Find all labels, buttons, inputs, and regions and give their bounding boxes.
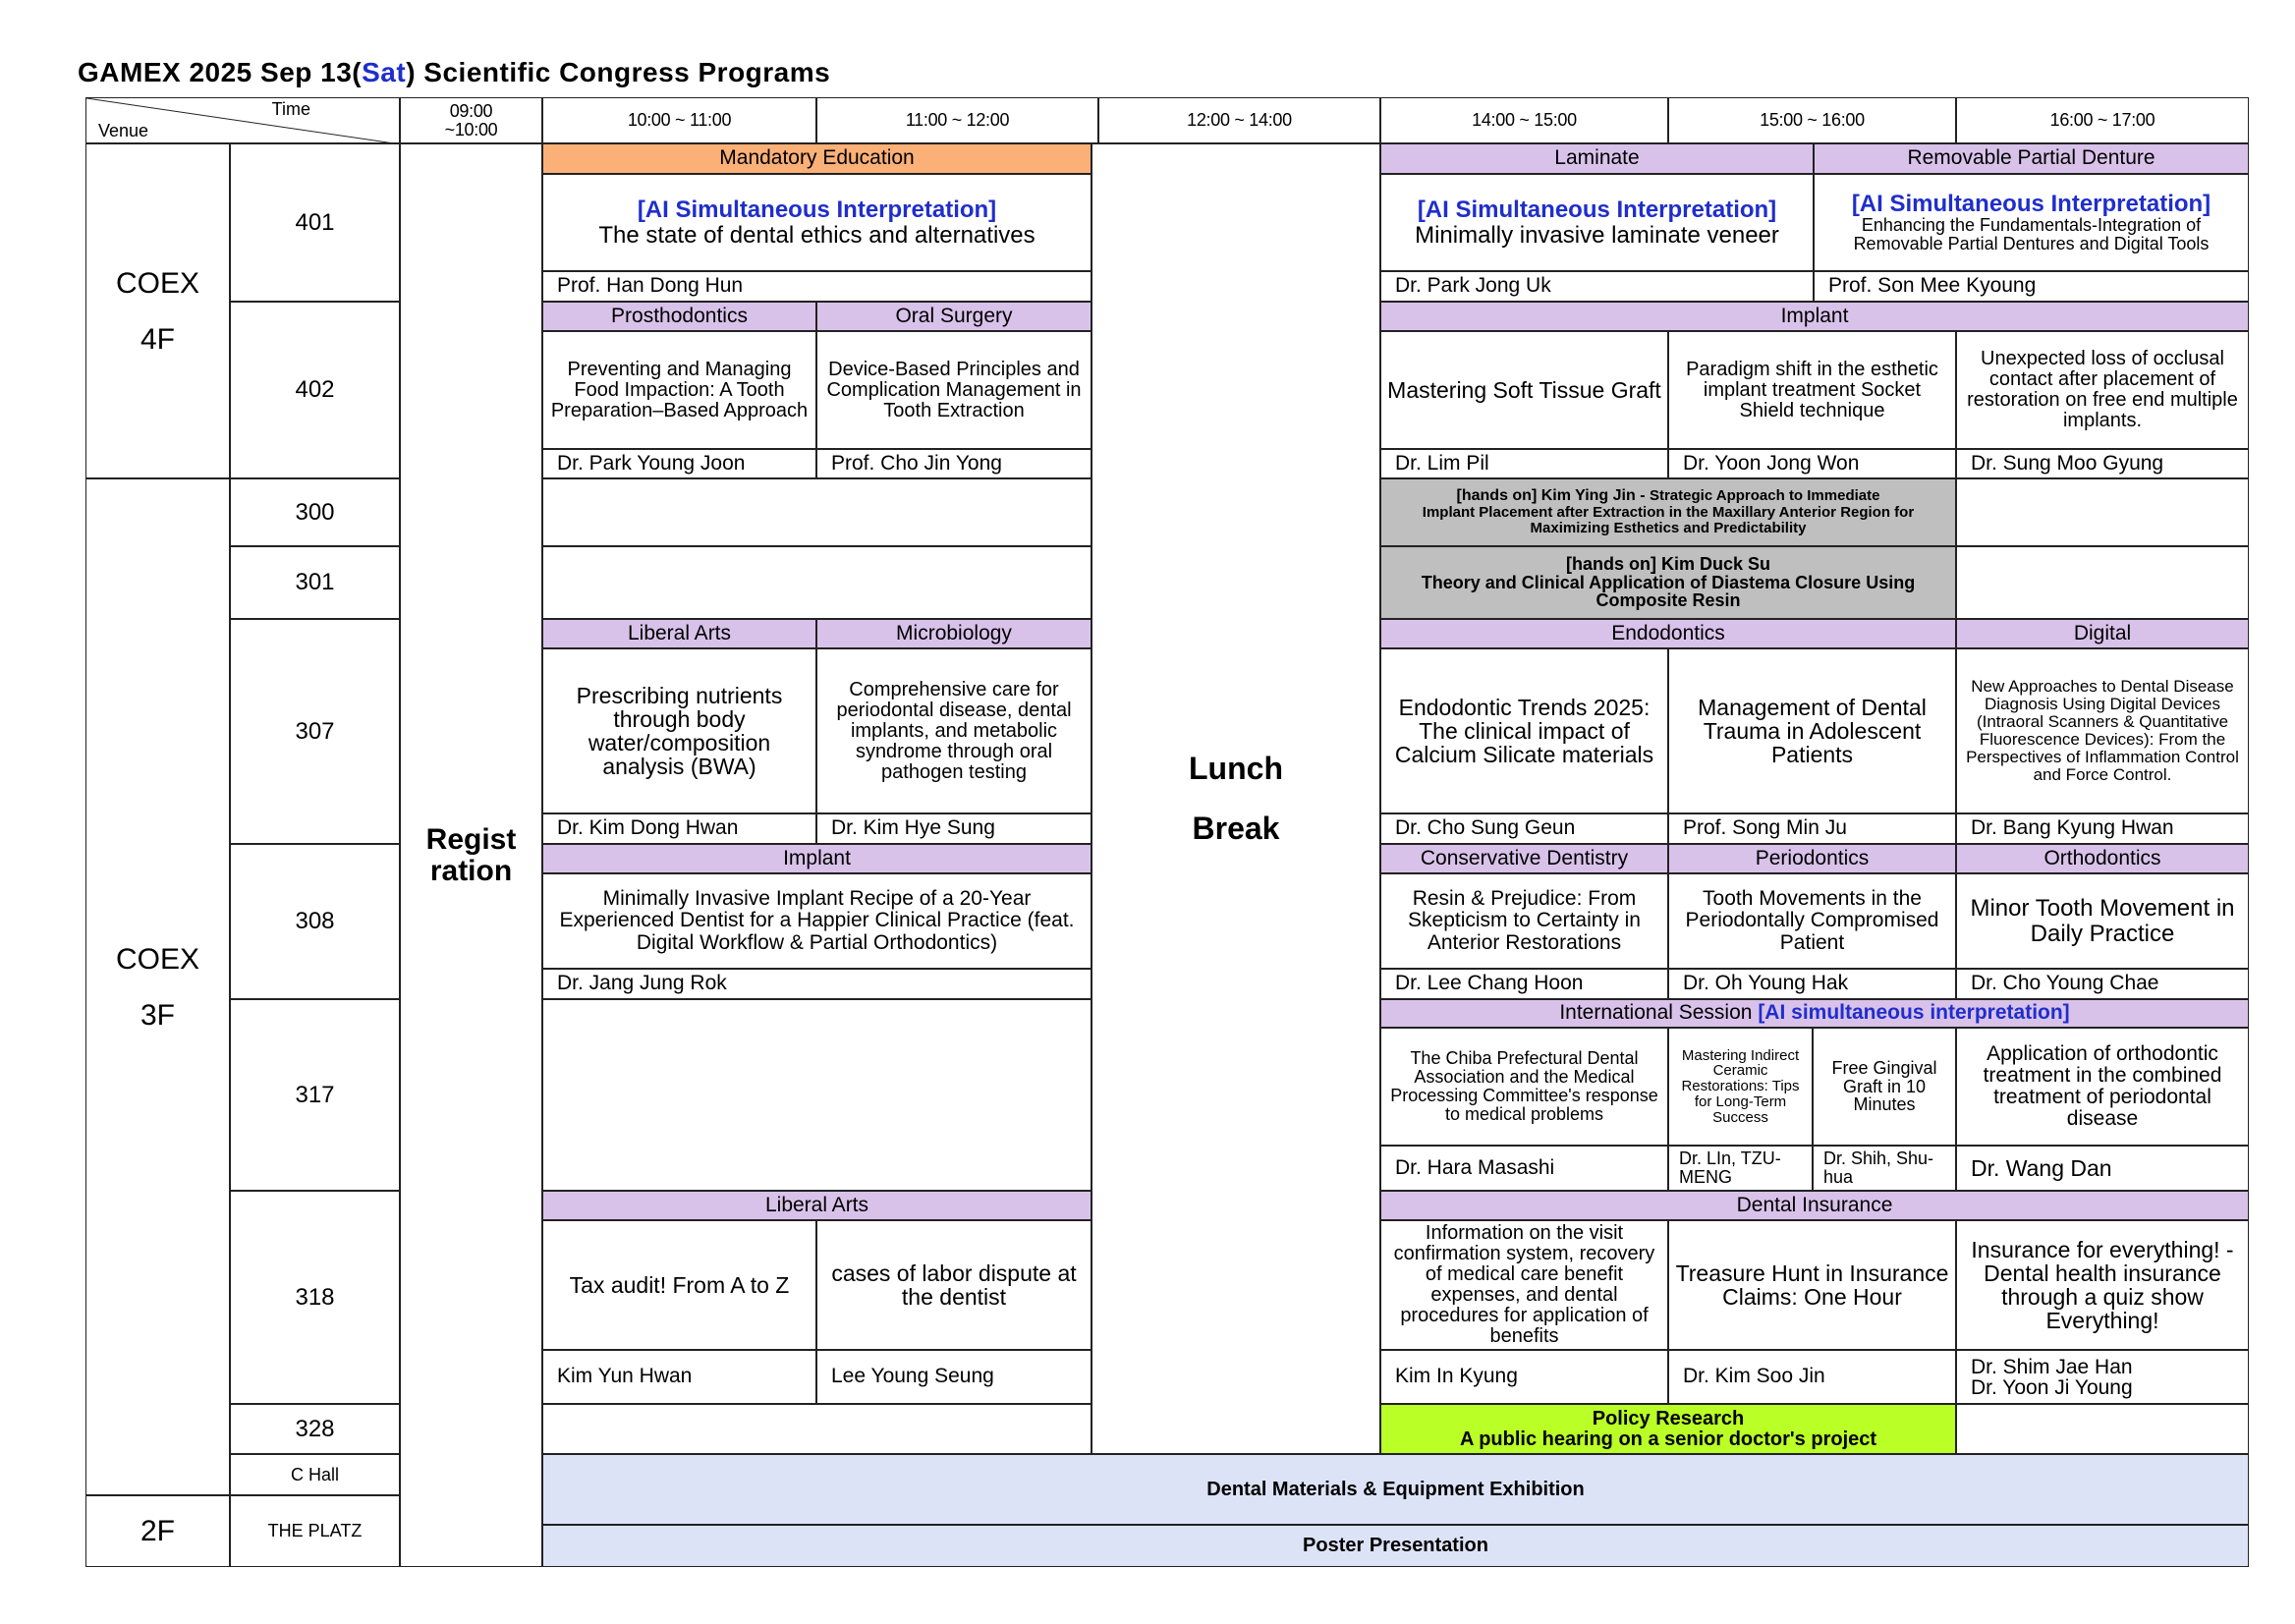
r300-am-empty [542, 478, 1092, 546]
room-402: 402 [230, 302, 400, 478]
r402-c-title: Mastering Soft Tissue Graft [1380, 331, 1668, 449]
room-318: 318 [230, 1191, 400, 1404]
r318-d-title: Treasure Hunt in Insurance Claims: One Hour [1668, 1220, 1956, 1350]
r328-policy-title: Policy Research [1592, 1407, 1745, 1429]
r317-c-speaker: Dr. Shih, Shu-hua [1813, 1146, 1956, 1191]
r300-hands-on-speaker: [hands on] Kim Ying Jin - [1456, 487, 1650, 505]
lunch-break: Lunch Break [1092, 143, 1380, 1454]
r402-b-title: Device-Based Principles and Complication Management in Tooth Extraction [816, 331, 1092, 449]
r402-d-title: Paradigm shift in the esthetic implant treatment Socket Shield technique [1668, 331, 1956, 449]
poster-presentation: Poster Presentation [542, 1525, 2249, 1567]
r317-b-speaker: Dr. LIn, TZU-MENG [1668, 1146, 1813, 1191]
r300-hands-on [1380, 478, 1956, 546]
r301-am-empty [542, 546, 1092, 619]
room-328: 328 [230, 1404, 400, 1454]
room-300: 300 [230, 478, 400, 546]
room-the-platz: THE PLATZ [230, 1495, 400, 1567]
r317-a-speaker: Dr. Hara Masashi [1380, 1146, 1668, 1191]
time-1000: 10:00 ~ 11:00 [542, 97, 816, 143]
r317-a-title: The Chiba Prefectural Dental Association and the Medical Processing Committee's response to medical problems [1380, 1028, 1668, 1146]
corner-header [85, 97, 400, 143]
registration: Regist ration [400, 143, 542, 1567]
r318-a-speaker: Kim Yun Hwan [542, 1350, 816, 1404]
time-1600: 16:00 ~ 17:00 [1956, 97, 2249, 143]
r301-hands-on-speaker: [hands on] Kim Duck Su [1565, 553, 1770, 574]
r318-d-speaker: Dr. Kim Soo Jin [1668, 1350, 1956, 1404]
room-301: 301 [230, 546, 400, 619]
ai-interpretation-tag: [AI Simultaneous Interpretation] [1851, 191, 2211, 218]
r328-policy-research [1380, 1404, 1956, 1454]
r401-am-session [542, 174, 1092, 271]
r308-e-category: Orthodontics [1956, 844, 2249, 873]
r307-c-title: Endodontic Trends 2025: The clinical impact of Calcium Silicate materials [1380, 648, 1668, 813]
ai-interpretation-tag: [AI simultaneous interpretation] [1758, 1001, 2070, 1025]
r401-pm2-category: Removable Partial Denture [1814, 143, 2249, 174]
r308-am-title: Minimally Invasive Implant Recipe of a 20-Year Experienced Dentist for a Happier Clinical Practice (feat. Digital Workflow & Partial Orthodontics) [542, 873, 1092, 969]
r402-b-category: Oral Surgery [816, 302, 1092, 331]
r317-category-label: International Session [1559, 1001, 1753, 1025]
ai-interpretation-tag: [AI Simultaneous Interpretation] [1417, 196, 1777, 224]
r308-d-category: Periodontics [1668, 844, 1956, 873]
r401-am-category: Mandatory Education [542, 143, 1092, 174]
r401-pm2-speaker: Prof. Son Mee Kyoung [1814, 271, 2249, 302]
room-c-hall: C Hall [230, 1454, 400, 1495]
r307-d-speaker: Prof. Song Min Ju [1668, 813, 1956, 844]
r401-am-title: The state of dental ethics and alternatives [598, 221, 1036, 249]
r301-hands-on [1380, 546, 1956, 619]
r307-c-speaker: Dr. Cho Sung Geun [1380, 813, 1668, 844]
r402-d-speaker: Dr. Yoon Jong Won [1668, 449, 1956, 478]
venue-2f: 2F [85, 1495, 230, 1567]
r402-a-speaker: Dr. Park Young Joon [542, 449, 816, 478]
r308-c-category: Conservative Dentistry [1380, 844, 1668, 873]
r318-e-speaker: Dr. Shim Jae Han Dr. Yoon Ji Young [1956, 1350, 2249, 1404]
r307-e-title: New Approaches to Dental Disease Diagnosis Using Digital Devices (Intraoral Scanners & Quantitative Fluorescence Devices): From the Perspectives of Inflammation Control and Force Control. [1956, 648, 2249, 813]
r328-empty [1956, 1404, 2249, 1454]
r402-e-title: Unexpected loss of occlusal contact after placement of restoration on free end multiple implants. [1956, 331, 2249, 449]
time-0900: 09:00 ~10:00 [400, 97, 542, 143]
page-title: GAMEX 2025 Sep 13(Sat) Scientific Congress Programs [78, 57, 831, 87]
r301-empty [1956, 546, 2249, 619]
r307-pm-category: Endodontics [1380, 619, 1956, 648]
r307-b-title: Comprehensive care for periodontal disease, dental implants, and metabolic syndrome through oral pathogen testing [816, 648, 1092, 813]
ai-interpretation-tag: [AI Simultaneous Interpretation] [637, 196, 997, 224]
time-1500: 15:00 ~ 16:00 [1668, 97, 1956, 143]
room-317: 317 [230, 999, 400, 1191]
r317-d-title: Application of orthodontic treatment in the combined treatment of periodontal disease [1956, 1028, 2249, 1146]
r300-empty [1956, 478, 2249, 546]
r300-hands-on-title-start: Strategic Approach to Immediate [1649, 487, 1880, 505]
r402-a-title: Preventing and Managing Food Impaction: A Tooth Preparation–Based Approach [542, 331, 816, 449]
r307-d-title: Management of Dental Trauma in Adolescent Patients [1668, 648, 1956, 813]
room-308: 308 [230, 844, 400, 999]
r307-b-speaker: Dr. Kim Hye Sung [816, 813, 1092, 844]
r401-am-speaker: Prof. Han Dong Hun [542, 271, 1092, 302]
r318-pm-category: Dental Insurance [1380, 1191, 2249, 1220]
r308-d-title: Tooth Movements in the Periodontally Compromised Patient [1668, 873, 1956, 969]
time-label: Time [271, 99, 310, 119]
r308-e-title: Minor Tooth Movement in Daily Practice [1956, 873, 2249, 969]
r308-c-speaker: Dr. Lee Chang Hoon [1380, 969, 1668, 999]
r307-e-speaker: Dr. Bang Kyung Hwan [1956, 813, 2249, 844]
r308-d-speaker: Dr. Oh Young Hak [1668, 969, 1956, 999]
time-1400: 14:00 ~ 15:00 [1380, 97, 1668, 143]
r308-e-speaker: Dr. Cho Young Chae [1956, 969, 2249, 999]
r401-pm1-speaker: Dr. Park Jong Uk [1380, 271, 1814, 302]
r318-c-speaker: Kim In Kyung [1380, 1350, 1668, 1404]
r307-a-speaker: Dr. Kim Dong Hwan [542, 813, 816, 844]
r308-c-title: Resin & Prejudice: From Skepticism to Certainty in Anterior Restorations [1380, 873, 1668, 969]
time-1100: 11:00 ~ 12:00 [816, 97, 1098, 143]
r317-category [1380, 999, 2249, 1028]
r317-d-speaker: Dr. Wang Dan [1956, 1146, 2249, 1191]
r402-a-category: Prosthodontics [542, 302, 816, 331]
r318-a-title: Tax audit! From A to Z [542, 1220, 816, 1350]
venue-coex-3f: COEX 3F [85, 478, 230, 1495]
r401-pm1-session [1380, 174, 1814, 271]
r401-pm1-title: Minimally invasive laminate veneer [1415, 221, 1779, 249]
r328-am-empty [542, 1404, 1092, 1454]
r317-b-title: Mastering Indirect Ceramic Restorations: Tips for Long-Term Success [1668, 1028, 1813, 1146]
r307-b-category: Microbiology [816, 619, 1092, 648]
r307-a-category: Liberal Arts [542, 619, 816, 648]
venue-coex-4f: COEX 4F [85, 143, 230, 478]
r402-pm-category: Implant [1380, 302, 2249, 331]
r318-b-speaker: Lee Young Seung [816, 1350, 1092, 1404]
r402-e-speaker: Dr. Sung Moo Gyung [1956, 449, 2249, 478]
venue-label: Venue [98, 121, 149, 141]
r307-a-title: Prescribing nutrients through body water/composition analysis (BWA) [542, 648, 816, 813]
r308-am-speaker: Dr. Jang Jung Rok [542, 969, 1092, 999]
r402-c-speaker: Dr. Lim Pil [1380, 449, 1668, 478]
r301-hands-on-title: Theory and Clinical Application of Diastema Closure Using Composite Resin [1421, 572, 1916, 611]
r317-am-empty [542, 999, 1092, 1191]
r402-b-speaker: Prof. Cho Jin Yong [816, 449, 1092, 478]
r318-b-title: cases of labor dispute at the dentist [816, 1220, 1092, 1350]
r401-pm1-category: Laminate [1380, 143, 1814, 174]
exhibition: Dental Materials & Equipment Exhibition [542, 1454, 2249, 1525]
time-1200: 12:00 ~ 14:00 [1098, 97, 1380, 143]
r401-pm2-title: Enhancing the Fundamentals-Integration of Removable Partial Dentures and Digital Tools [1853, 215, 2210, 254]
r318-e-title: Insurance for everything! - Dental health insurance through a quiz show Everything! [1956, 1220, 2249, 1350]
r307-e-category: Digital [1956, 619, 2249, 648]
r401-pm2-session [1814, 174, 2249, 271]
r300-hands-on-title: Implant Placement after Extraction in the Maxillary Anterior Region for Maximizing Esthetics and Predictability [1422, 504, 1915, 536]
room-401: 401 [230, 143, 400, 302]
r317-c-title: Free Gingival Graft in 10 Minutes [1813, 1028, 1956, 1146]
r318-c-title: Information on the visit confirmation system, recovery of medical care benefit expenses, and dental procedures for application of benefits [1380, 1220, 1668, 1350]
r328-policy-subtitle: A public hearing on a senior doctor's project [1459, 1428, 1877, 1450]
r318-am-category: Liberal Arts [542, 1191, 1092, 1220]
room-307: 307 [230, 619, 400, 844]
r308-am-category: Implant [542, 844, 1092, 873]
